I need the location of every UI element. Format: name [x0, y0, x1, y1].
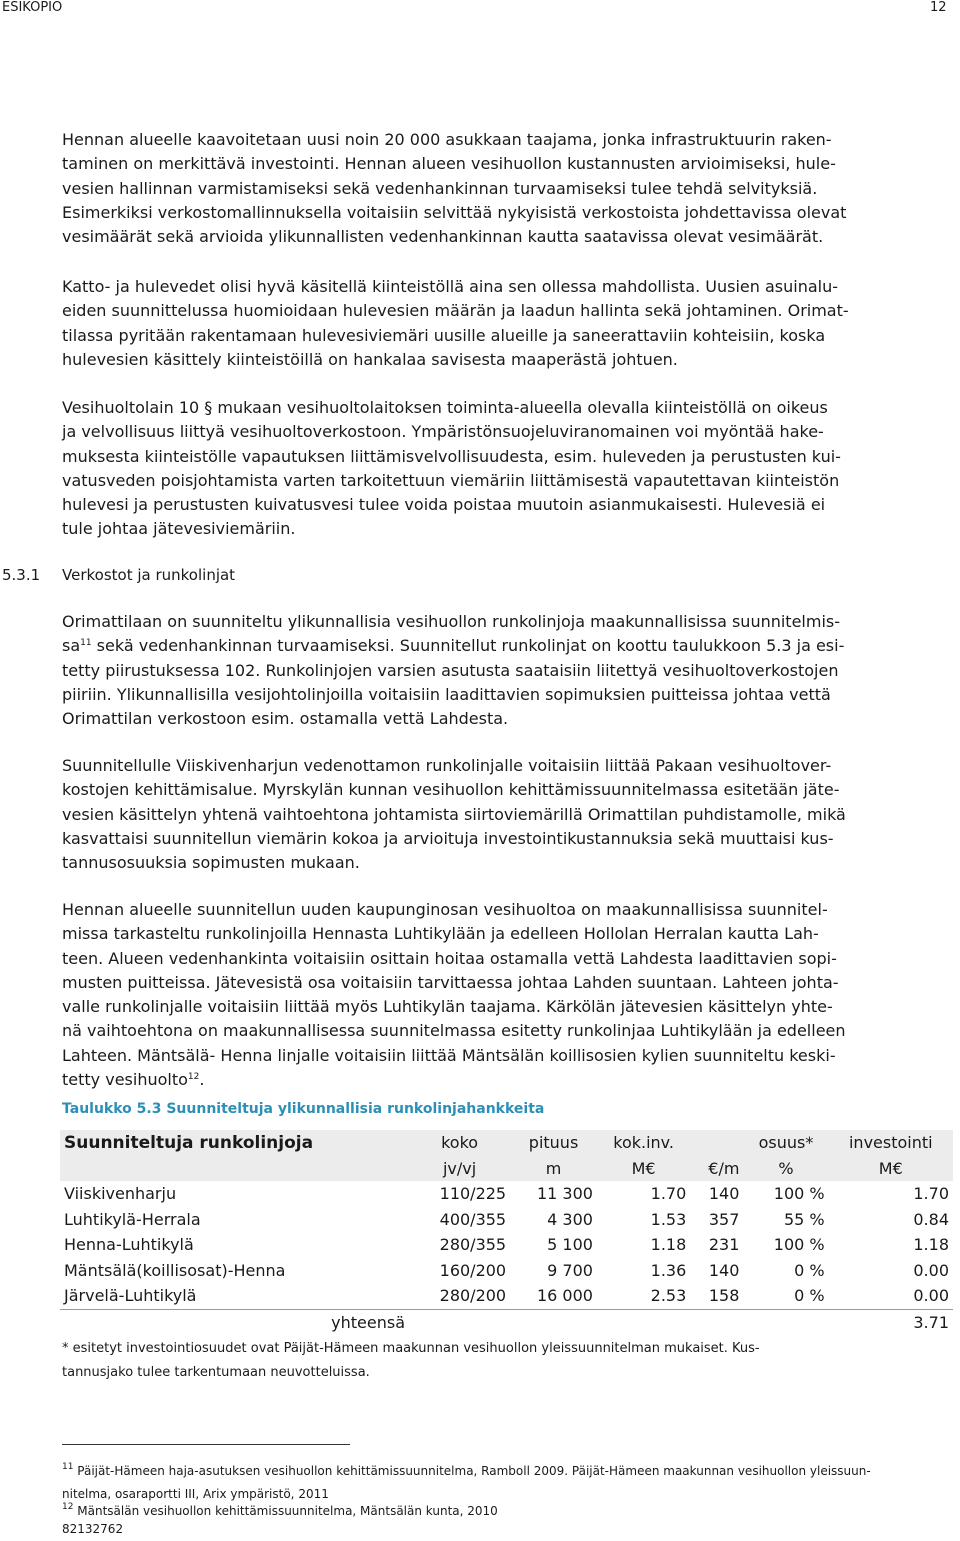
- table-cell: 11 300: [536, 1184, 593, 1204]
- text-line: Vesihuoltolain 10 § mukaan vesihuoltolaitoksen toiminta-alueella olevalla kiinteistöllä on oikeus: [62, 398, 828, 417]
- table-cell: 160/200: [439, 1260, 507, 1280]
- text-line: piiriin. Ylikunnallisilla vesijohtolinjoilla voitaisiin laadittavien sopimuksien puitteissa johtaa vettä: [62, 684, 831, 704]
- text-line: hulevesi ja perustusten kuivatusvesi tulee voida poistaa muutoin asianmukaisesti. Hulevesiä ei: [62, 495, 826, 515]
- text-line: tule johtaa jätevesiviemäriin.: [62, 519, 296, 539]
- table-cell: 1.70: [913, 1184, 949, 1204]
- text-line: vesimäärät sekä arvioida ylikunnallisten vedenhankinnan kautta saatavissa olevat vesimäärät.: [62, 227, 824, 247]
- table-cell: 140: [708, 1184, 740, 1204]
- text-line: kostojen kehittämisalue. Myrskylän kunnan vesihuollon kehittämissuunnitelmassa esitetään jäte-: [62, 780, 840, 800]
- row-name: Luhtikylä-Herrala: [64, 1209, 201, 1229]
- text-line: [62, 1068, 927, 1092]
- table-cell: 1.53: [650, 1209, 687, 1229]
- text-line: nitelma, osaraportti III, Arix ympäristö, 2011: [62, 1487, 329, 1501]
- text-line: [62, 634, 927, 658]
- total-value: 3.71: [829, 1309, 953, 1335]
- text-line: Suunnitellulle Viiskivenharjun vedenottamon runkolinjalle voitaisiin liittää Pakaan vesihuoltover-: [62, 756, 832, 775]
- column-header: osuus*: [743, 1130, 828, 1156]
- text-line: tannusosuuksia sopimusten mukaan.: [62, 853, 360, 873]
- row-name: Mäntsälä(koillisosat)-Henna: [64, 1260, 286, 1280]
- table-cell: 140: [708, 1260, 740, 1280]
- footnote-12: [62, 1500, 952, 1523]
- table-row: [60, 1232, 953, 1258]
- table-cell: 0 %: [794, 1260, 825, 1280]
- table-cell: 9 700: [547, 1260, 593, 1280]
- text-line: kasvattaisi suunnitellun viemärin kokoa ja arvioituja investointikustannuksia sekä muuttaisi kus-: [62, 828, 834, 848]
- column-unit: %: [743, 1156, 828, 1182]
- page-number: 12: [930, 0, 947, 15]
- column-header: kok.inv.: [597, 1130, 690, 1156]
- table-cell: 5 100: [547, 1235, 593, 1255]
- column-header: pituus: [510, 1130, 597, 1156]
- paragraph-stormwater: [62, 275, 927, 372]
- table-cell: 55 %: [783, 1209, 825, 1229]
- text-line: vesien käsittelyn yhtenä vaihtoehtona johtamista siirtoviemärillä Orimattilan puhdistamolle, mikä: [62, 804, 846, 824]
- table-row: [60, 1258, 953, 1284]
- footnote-text: Mäntsälän vesihuollon kehittämissuunnitelma, Mäntsälän kunta, 2010: [77, 1504, 498, 1518]
- table-cell: 100 %: [773, 1184, 825, 1204]
- text-line: musten puitteissa. Jätevesistä osa voitaisiin tarvittaessa johtaa Lahden suuntaan. Lahteen johta-: [62, 972, 839, 992]
- text-line: Lahteen. Mäntsälä- Henna linjalle voitaisiin liittää Mäntsälän koillisosien kylien suunniteltu keski-: [62, 1045, 836, 1065]
- text-line: hulevesien käsittely kiinteistöillä on hankalaa savisesta maaperästä johtuen.: [62, 349, 678, 369]
- text-fragment: sa: [62, 636, 81, 656]
- footnote-ref-12: 12: [187, 1072, 200, 1083]
- text-line: tilassa pyritään rakentamaan hulevesiviemäri uusille alueille ja saneerattaviin kohteisiin, koska: [62, 325, 826, 345]
- text-line: * esitetyt investointiosuudet ovat Päijät-Hämeen maakunnan vesihuollon yleissuunnitelman mukaiset. Kus-: [62, 1341, 760, 1356]
- table-cell: 231: [708, 1235, 740, 1255]
- row-name: Järvelä-Luhtikylä: [60, 1283, 409, 1309]
- footnote-text: Päijät-Hämeen haja-asutuksen vesihuollon kehittämissuunnitelma, Ramboll 2009. Päijät-Hämeen maakunnan vesihuollon yleissuun-: [77, 1464, 871, 1478]
- paragraph-trunk-lines: [62, 610, 927, 731]
- header-label: ESIKOPIO: [2, 0, 63, 15]
- table-cell: [690, 1309, 743, 1335]
- column-header: koko: [409, 1130, 510, 1156]
- text-line: missa tarkasteltu runkolinjoilla Hennasta Luhtikylään ja edelleen Hollolan Herralan kautta Lah-: [62, 924, 819, 944]
- footnote-ref-11: 11: [80, 638, 92, 649]
- column-unit: M€: [597, 1156, 690, 1182]
- total-label: yhteensä: [60, 1309, 409, 1335]
- footnote-mark: 12: [62, 1502, 74, 1512]
- table-cell: 280/355: [439, 1235, 507, 1255]
- table-cell: 1.18: [913, 1235, 949, 1255]
- table-cell: 280/200: [409, 1283, 510, 1309]
- text-line: [62, 1460, 952, 1483]
- paragraph-henna-intro: [62, 128, 927, 249]
- text-line: tetty piirustuksessa 102. Runkolinjojen varsien asutusta saataisiin liitettyä vesihuoltoverkostojen: [62, 660, 839, 680]
- table-row: [60, 1283, 953, 1309]
- text-line: Esimerkiksi verkostomallinnuksella voitaisiin selvittää nykyisistä verkostoista johdettavissa olevat: [62, 202, 847, 222]
- text-line: Hennan alueelle kaavoitetaan uusi noin 20 000 asukkaan taajama, jonka infrastruktuurin raken-: [62, 130, 832, 149]
- table-cell: 0.00: [913, 1260, 949, 1280]
- table-header-row: [60, 1130, 953, 1156]
- table-cell: 0 %: [743, 1283, 828, 1309]
- column-unit: jv/vj: [409, 1156, 510, 1182]
- paragraph-water-law: [62, 396, 927, 542]
- table-row: [60, 1181, 953, 1207]
- row-name: Viiskivenharju: [64, 1184, 177, 1204]
- text-line: vesien hallinnan varmistamiseksi sekä vedenhankinnan turvaamiseksi tulee tehdä selvityksiä.: [62, 178, 818, 198]
- text-line: tannusjako tulee tarkentumaan neuvotteluissa.: [62, 1365, 370, 1380]
- footnote-mark: 11: [62, 1462, 74, 1472]
- text-line: [62, 1500, 952, 1523]
- text-line: muksesta kiinteistölle vapautuksen liittämisvelvollisuudesta, esim. huleveden ja perustusten kui-: [62, 446, 841, 466]
- table-cell: 110/225: [439, 1184, 507, 1204]
- table-note: [62, 1337, 942, 1385]
- paragraph-viiskivenharju: [62, 754, 927, 875]
- text-line: eiden suunnittelussa huomioidaan hulevesien määrän ja laadun hallinta sekä johtaminen. Orimat-: [62, 301, 849, 321]
- table-cell: 100 %: [773, 1235, 825, 1255]
- trunk-lines-table: [60, 1130, 953, 1335]
- table-cell: 4 300: [547, 1209, 593, 1229]
- table-cell: 0.00: [829, 1283, 953, 1309]
- table-cell: 1.18: [650, 1235, 687, 1255]
- text-line: Orimattilan verkostoon esim. ostamalla vettä Lahdesta.: [62, 709, 509, 729]
- text-line: Hennan alueelle suunnitellun uuden kaupunginosan vesihuoltoa on maakunnallisissa suunnitel-: [62, 900, 828, 919]
- table-total-row: [60, 1309, 953, 1335]
- text-line: ja velvollisuus liittyä vesihuoltoverkostoon. Ympäristönsuojeluviranomainen voi myöntää hake-: [62, 422, 824, 442]
- document-number: 82132762: [62, 1522, 124, 1536]
- table-cell: 16 000: [510, 1283, 597, 1309]
- table-cell: 400/355: [439, 1209, 507, 1229]
- column-header: Suunniteltuja runkolinjoja: [60, 1130, 409, 1156]
- text-fragment: sekä vedenhankinnan turvaamiseksi. Suunnitellut runkolinjat on koottu taulukkoon 5.3 ja esi-: [91, 636, 845, 656]
- table-cell: [409, 1309, 510, 1335]
- text-line: taminen on merkittävä investointi. Hennan alueen vesihuollon kustannusten arvioimiseksi, hule-: [62, 154, 836, 174]
- column-header: investointi: [829, 1130, 953, 1156]
- column-unit: M€: [829, 1156, 953, 1182]
- paragraph-henna-district: [62, 898, 927, 1092]
- table-cell: 1.70: [650, 1184, 687, 1204]
- footnote-divider: [62, 1444, 350, 1445]
- column-unit: m: [510, 1156, 597, 1182]
- text-fragment: tetty vesihuolto: [62, 1070, 188, 1090]
- table-cell: [510, 1309, 597, 1335]
- column-unit: €/m: [690, 1156, 743, 1182]
- text-line: vatusveden poisjohtamista varten tarkoitettuun viemäriin liittämisestä vapautettavan kiinteistön: [62, 470, 840, 490]
- table-cell: [597, 1309, 690, 1335]
- table-header-row: [60, 1156, 953, 1182]
- text-line: Orimattilaan on suunniteltu ylikunnallisia vesihuollon runkolinjoja maakunnallisissa suunnitelmis-: [62, 612, 841, 631]
- table-row: [60, 1207, 953, 1233]
- text-fragment: .: [199, 1070, 205, 1090]
- table-cell: 357: [708, 1209, 740, 1229]
- table-cell: 2.53: [597, 1283, 690, 1309]
- section-title: Verkostot ja runkolinjat: [62, 566, 236, 584]
- column-header: [690, 1130, 743, 1156]
- table-cell: [743, 1309, 828, 1335]
- table-cell: 158: [690, 1283, 743, 1309]
- table-caption: Taulukko 5.3 Suunniteltuja ylikunnallisia runkolinjahankkeita: [62, 1101, 545, 1117]
- column-header: [60, 1156, 409, 1182]
- row-name: Henna-Luhtikylä: [64, 1235, 194, 1255]
- table-cell: 1.36: [650, 1260, 687, 1280]
- section-number: 5.3.1: [2, 566, 41, 584]
- table-cell: 0.84: [913, 1209, 949, 1229]
- text-line: Katto- ja hulevedet olisi hyvä käsitellä kiinteistöllä aina sen ollessa mahdollista. Uusien asuinalu-: [62, 277, 839, 296]
- text-line: nä vaihtoehtona on maakunnallisessa suunnitelmassa esitetty runkolinjaa Luhtikylään ja edelleen: [62, 1021, 846, 1041]
- text-line: teen. Alueen vedenhankinta voitaisiin osittain hoitaa ostamalla vettä Lahdesta laadittavien sopi-: [62, 948, 837, 968]
- text-line: valle runkolinjalle voitaisiin liittää myös Luhtikylän taajama. Kärkölän jätevesien käsittelyn yhte-: [62, 997, 833, 1017]
